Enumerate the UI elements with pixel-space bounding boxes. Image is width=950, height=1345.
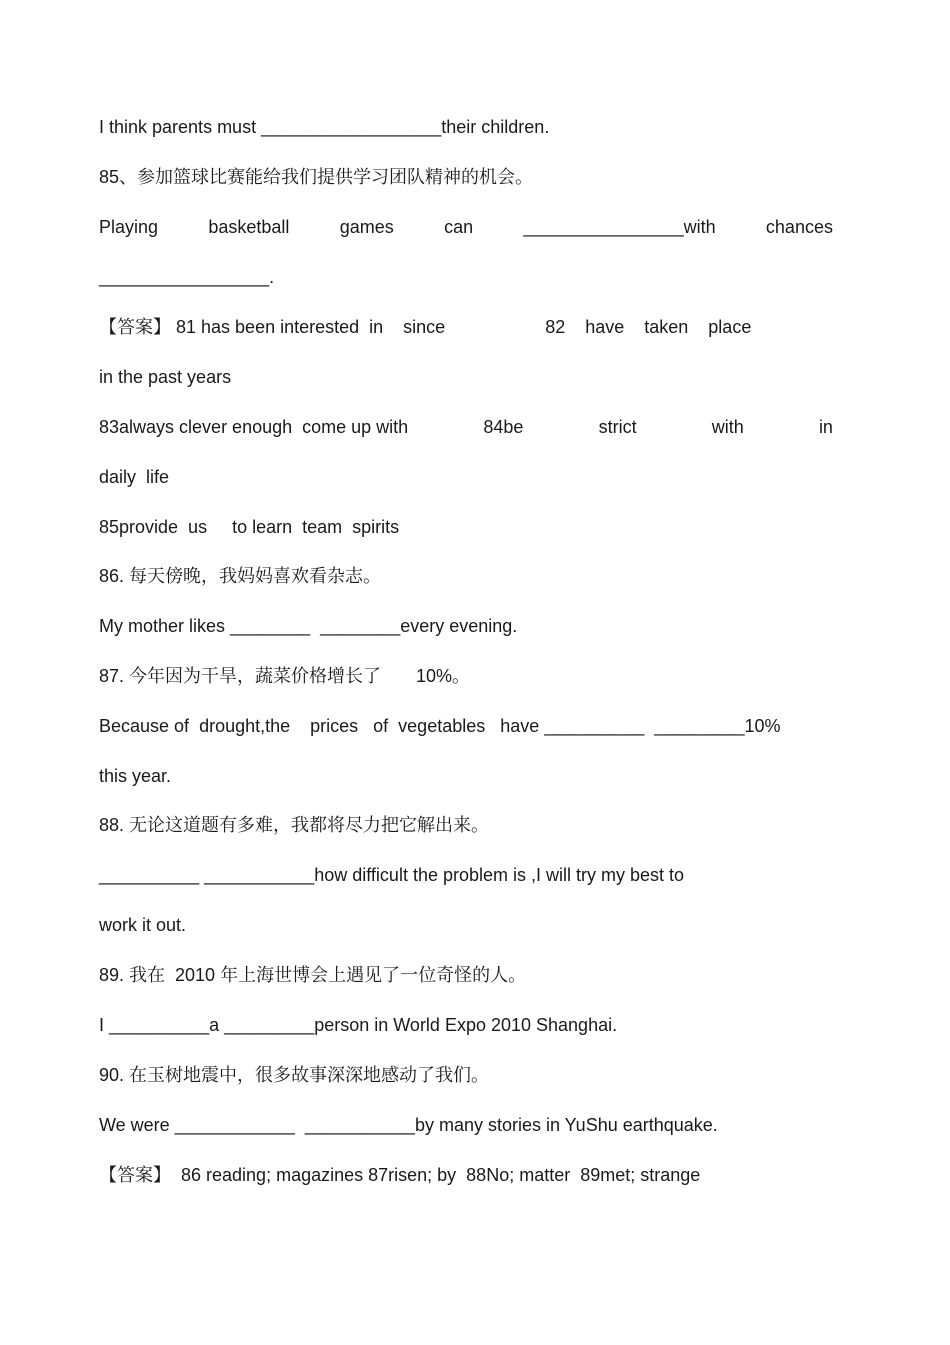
- answer-86-90: 【答案】 86 reading; magazines 87risen; by 88No; matter 89met; strange: [99, 1165, 701, 1185]
- text-line: _________________.: [99, 267, 275, 287]
- question-90-chinese: 90. 在玉树地震中，很多故事深深地感动了我们。: [99, 1065, 490, 1085]
- question-85-english: [99, 215, 833, 239]
- question-89-chinese: 89. 我在 2010 年上海世博会上遇见了一位奇怪的人。: [99, 965, 527, 985]
- question-90-english: We were ____________ ___________by many stories in YuShu earthquake.: [99, 1115, 718, 1135]
- answer-81-85: 【答案】 81 has been interested in since 82 have taken place: [99, 317, 752, 337]
- text-line: work it out.: [99, 915, 187, 935]
- question-88-chinese: 88. 无论这道题有多难，我都将尽力把它解出来。: [99, 815, 490, 835]
- word: games: [339, 217, 394, 237]
- word: Playing: [99, 217, 159, 237]
- word: 84be: [483, 417, 524, 437]
- text-line: 85provide us to learn team spirits: [99, 517, 400, 537]
- word: can: [444, 217, 474, 237]
- question-86-chinese: 86. 每天傍晚，我妈妈喜欢看杂志。: [99, 566, 382, 586]
- text-line: in the past years: [99, 367, 232, 387]
- question-88-english: __________ ___________how difficult the problem is ,I will try my best to: [99, 865, 685, 885]
- word: chances: [765, 217, 833, 237]
- word: ________________with: [523, 217, 716, 237]
- question-87-chinese: 87. 今年因为干旱，蔬菜价格增长了 10%。: [99, 666, 471, 686]
- question-87-english: Because of drought,the prices of vegetables have __________ _________10%: [99, 716, 781, 736]
- text-line: this year.: [99, 766, 172, 786]
- word: with: [711, 417, 744, 437]
- word: basketball: [208, 217, 290, 237]
- question-85-chinese: 85、参加篮球比赛能给我们提供学习团队精神的机会。: [99, 167, 534, 187]
- word: 83always clever enough come up with: [99, 417, 409, 437]
- question-89-english: I __________a _________person in World Expo 2010 Shanghai.: [99, 1015, 618, 1035]
- word: strict: [598, 417, 637, 437]
- word: in: [818, 417, 833, 437]
- question-86-english: My mother likes ________ ________every evening.: [99, 616, 518, 636]
- answer-83-84: [99, 415, 833, 439]
- text-line: daily life: [99, 467, 170, 487]
- text-line: I think parents must __________________their children.: [99, 117, 550, 137]
